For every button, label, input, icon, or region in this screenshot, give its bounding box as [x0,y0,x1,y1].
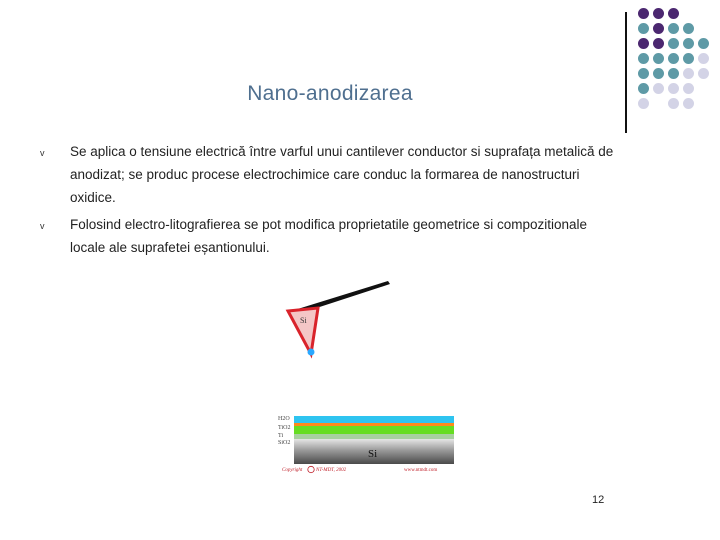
bullet-list [40,140,620,263]
decorative-dot [698,53,709,64]
decorative-dot [653,23,664,34]
decorative-dot [683,68,694,79]
layer-label-tio2: TiO2 [278,425,291,431]
tio2-layer [294,423,454,426]
layer-label-h2o: H2O [278,416,290,422]
decorative-dot [668,53,679,64]
slide-title: Nano-anodizarea [247,82,413,105]
copyright-label: Copyright [282,468,303,473]
decorative-dot [653,68,664,79]
bullet-marker: v [40,221,45,231]
layer-label-ti: Ti [278,433,284,439]
decorative-dot [638,68,649,79]
decorative-dot [668,98,679,109]
page-number: 12 [592,494,605,506]
tip-label: Si [300,316,307,325]
decorative-dot [668,8,679,19]
bullet-item [40,213,620,259]
afm-tip [288,308,318,354]
decorative-dot [653,53,664,64]
bullet-text: Se aplica o tensiune electrică între varful unui cantilever conductor si suprafața metalică de anodizat; se produc procese electrochimice care conduc la formarea de nanostructuri oxidice. [70,144,614,205]
vendor-label: NT-MDT, 2002 [316,468,347,473]
decorative-dot [668,83,679,94]
substrate-label: Si [368,448,378,460]
decorative-dot [683,83,694,94]
decorative-dot [683,38,694,49]
water-layer [294,416,454,423]
decorative-dot [638,38,649,49]
decorative-dot [668,68,679,79]
decorative-dot [683,23,694,34]
decorative-dot [698,68,709,79]
decorative-dot [653,8,664,19]
decorative-dot [638,53,649,64]
layer-label-sio2: SiO2 [278,440,291,446]
decorative-dot [653,83,664,94]
ti-layer [294,426,454,434]
decorative-dot [683,53,694,64]
bullet-marker: v [40,148,45,158]
decorative-dot [638,23,649,34]
bullet-text: Folosind electro-litografierea se pot modifica proprietatile geometrice si compozitionale locale ale suprafetei eșantionului. [70,217,588,255]
decorative-dot [638,8,649,19]
copyright-icon [308,466,314,472]
bullet-item [40,140,620,209]
tip-apex [308,349,315,356]
sio2-layer [294,434,454,439]
decorative-dot [668,23,679,34]
decorative-divider [625,12,627,133]
decorative-dot [698,38,709,49]
decorative-dot-grid [638,8,720,120]
anodization-figure [270,278,470,478]
decorative-dot [668,38,679,49]
decorative-dot [653,38,664,49]
vendor-url: www.ntmdt.com [404,468,438,473]
decorative-dot [638,83,649,94]
decorative-dot [683,98,694,109]
decorative-dot [638,98,649,109]
